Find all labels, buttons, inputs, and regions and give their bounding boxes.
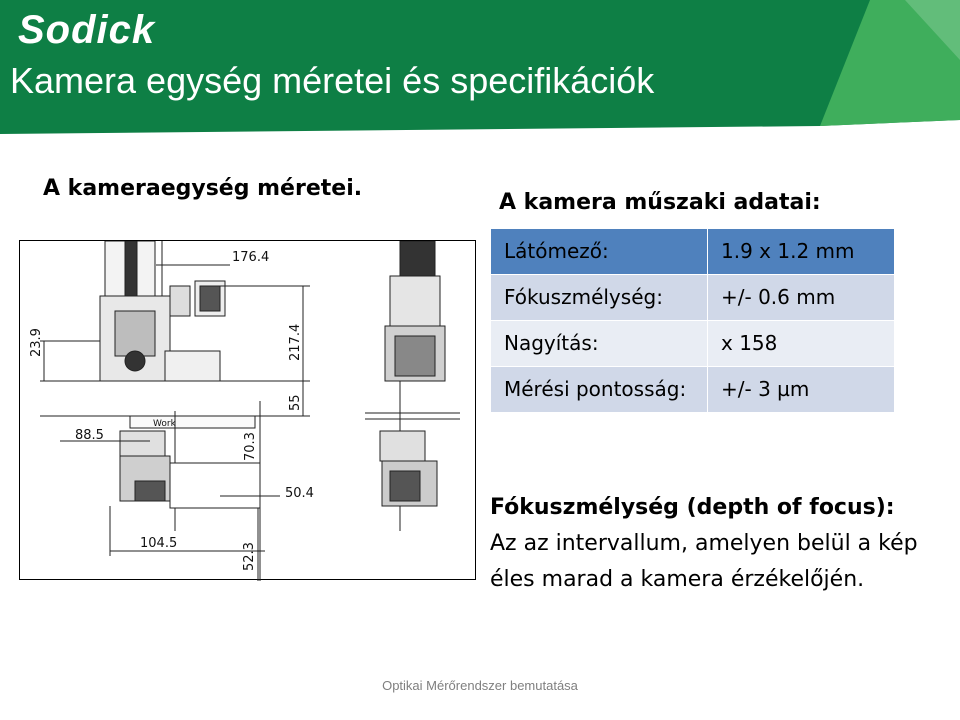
definition-text: Az az intervallum, amelyen belül a kép éles marad a kamera érzékelőjén.	[490, 531, 918, 592]
spec-name: Látómező:	[491, 229, 708, 275]
spec-value: +/- 3 µm	[708, 367, 895, 413]
spec-row	[491, 367, 895, 413]
dim-217-label: 217.4	[288, 323, 303, 361]
technical-drawing	[20, 241, 477, 581]
dim-23-label: 23.9	[29, 328, 44, 357]
dim-104-label: 104.5	[140, 536, 178, 551]
definition-term: Fókuszmélység (depth of focus):	[490, 495, 895, 520]
spec-name: Nagyítás:	[491, 321, 708, 367]
spec-row	[491, 229, 895, 275]
dim-52-label: 52.3	[242, 542, 257, 571]
spec-value: 1.9 x 1.2 mm	[708, 229, 895, 275]
specs-heading: A kamera műszaki adatai:	[499, 190, 821, 215]
spec-row	[491, 275, 895, 321]
dimensions-heading: A kameraegység méretei.	[43, 176, 363, 201]
spec-table	[490, 228, 895, 413]
spec-value: +/- 0.6 mm	[708, 275, 895, 321]
dim-70-label: 70.3	[243, 432, 258, 461]
spec-value: x 158	[708, 321, 895, 367]
work-label: Work	[153, 419, 176, 429]
page-title: Kamera egység méretei és specifikációk	[10, 60, 655, 101]
footer-text: Optikai Mérőrendszer bemutatása	[382, 678, 578, 693]
dim-88-label: 88.5	[75, 428, 104, 443]
spec-name: Mérési pontosság:	[491, 367, 708, 413]
dim-55-label: 55	[288, 394, 303, 411]
definition-block	[490, 490, 950, 598]
spec-row	[491, 321, 895, 367]
spec-name: Fókuszmélység:	[491, 275, 708, 321]
dim-176-label: 176.4	[232, 250, 270, 265]
dim-50-label: 50.4	[285, 486, 314, 501]
company-logo: Sodick	[18, 8, 156, 52]
header-banner	[0, 0, 960, 140]
dimension-drawing	[19, 240, 476, 580]
